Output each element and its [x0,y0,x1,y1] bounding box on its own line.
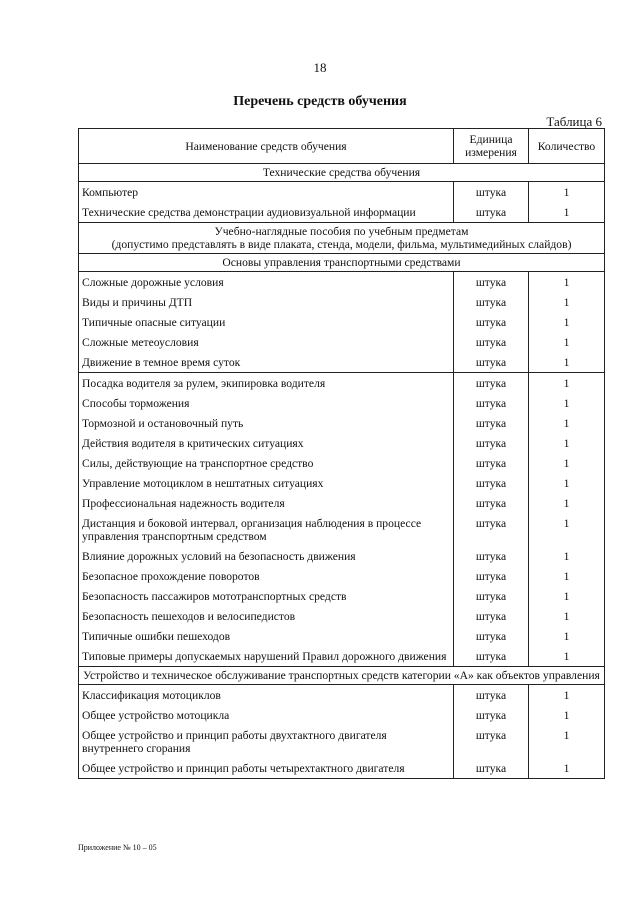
table-row [79,433,605,453]
item-name: Классификация мотоциклов [79,685,454,706]
item-unit: штука [454,725,529,758]
item-quantity: 1 [529,202,605,223]
table-row [79,758,605,779]
section-header [79,164,605,182]
item-quantity: 1 [529,312,605,332]
section-title: Технические средства обучения [79,164,605,182]
table-row [79,685,605,706]
item-quantity: 1 [529,373,605,394]
means-of-training-table [78,128,605,779]
item-name: Общее устройство мотоцикла [79,705,454,725]
item-unit: штука [454,513,529,546]
item-unit: штука [454,758,529,779]
item-quantity: 1 [529,433,605,453]
table-row [79,352,605,373]
table-row [79,453,605,473]
header-name: Наименование средств обучения [79,129,454,164]
item-name: Безопасное прохождение поворотов [79,566,454,586]
item-unit: штука [454,685,529,706]
item-unit: штука [454,413,529,433]
item-unit: штука [454,546,529,566]
item-name: Силы, действующие на транспортное средство [79,453,454,473]
row-group [79,182,605,223]
item-name: Типовые примеры допускаемых нарушений Правил дорожного движения [79,646,454,667]
item-unit: штука [454,312,529,332]
item-quantity: 1 [529,586,605,606]
table-row [79,332,605,352]
item-name: Движение в темное время суток [79,352,454,373]
item-name: Посадка водителя за рулем, экипировка водителя [79,373,454,394]
item-unit: штука [454,453,529,473]
item-name: Сложные дорожные условия [79,272,454,293]
header-qty: Количество [529,129,605,164]
table-row [79,606,605,626]
row-group [79,272,605,373]
item-quantity: 1 [529,705,605,725]
row-group [79,373,605,667]
table-row [79,182,605,203]
table-row [79,393,605,413]
item-quantity: 1 [529,606,605,626]
item-quantity: 1 [529,332,605,352]
item-name: Безопасность пешеходов и велосипедистов [79,606,454,626]
document-title: Перечень средств обучения [233,94,407,109]
item-quantity: 1 [529,393,605,413]
item-name: Типичные ошибки пешеходов [79,626,454,646]
item-name: Влияние дорожных условий на безопасность движения [79,546,454,566]
table-row [79,513,605,546]
item-name: Технические средства демонстрации аудиовизуальной информации [79,202,454,223]
item-quantity: 1 [529,413,605,433]
item-name: Компьютер [79,182,454,203]
item-name: Виды и причины ДТП [79,292,454,312]
row-group [79,685,605,779]
section-title: Учебно-наглядные пособия по учебным предметам (допустимо представлять в виде плаката, стенда, модели, фильма, мультимедийных слайдов) [79,223,605,254]
table-row [79,566,605,586]
section-title: Устройство и техническое обслуживание транспортных средств категории «А» как объектов управления [79,667,605,685]
item-unit: штука [454,606,529,626]
item-unit: штука [454,373,529,394]
item-unit: штука [454,646,529,667]
item-name: Дистанция и боковой интервал, организация наблюдения в процессе управления транспортным средством [79,513,454,546]
means-of-training-table-container [78,128,604,779]
item-quantity: 1 [529,626,605,646]
section-header [79,223,605,254]
table-row [79,413,605,433]
section-header-row [79,667,605,685]
page-number: 18 [313,60,327,75]
item-quantity: 1 [529,566,605,586]
footer-note: Приложение № 10 – 05 [78,843,157,852]
table-row [79,202,605,223]
table-row [79,493,605,513]
section-header [79,667,605,685]
table-row [79,473,605,493]
item-name: Тормозной и остановочный путь [79,413,454,433]
item-name: Профессиональная надежность водителя [79,493,454,513]
item-quantity: 1 [529,453,605,473]
section-header-row [79,164,605,182]
section-header [79,254,605,272]
item-unit: штука [454,292,529,312]
item-quantity: 1 [529,513,605,546]
table-row [79,312,605,332]
item-unit: штука [454,566,529,586]
section-header-row [79,223,605,254]
item-quantity: 1 [529,292,605,312]
item-unit: штука [454,493,529,513]
item-name: Общее устройство и принцип работы двухтактного двигателя внутреннего сгорания [79,725,454,758]
item-quantity: 1 [529,546,605,566]
item-name: Способы торможения [79,393,454,413]
item-name: Сложные метеоусловия [79,332,454,352]
table-row [79,725,605,758]
item-unit: штука [454,705,529,725]
header-unit: Единица измерения [454,129,529,164]
item-name: Типичные опасные ситуации [79,312,454,332]
item-quantity: 1 [529,685,605,706]
item-quantity: 1 [529,352,605,373]
table-row [79,546,605,566]
table-row [79,272,605,293]
table-row [79,373,605,394]
table-row [79,586,605,606]
section-title: Основы управления транспортными средствами [79,254,605,272]
item-unit: штука [454,626,529,646]
item-unit: штука [454,352,529,373]
item-quantity: 1 [529,758,605,779]
item-unit: штука [454,202,529,223]
table-row [79,292,605,312]
item-unit: штука [454,473,529,493]
item-unit: штука [454,393,529,413]
table-label: Таблица 6 [546,114,602,129]
table-row [79,646,605,667]
item-name: Безопасность пассажиров мототранспортных средств [79,586,454,606]
table-row [79,705,605,725]
item-quantity: 1 [529,182,605,203]
table-header-row [79,129,605,164]
item-name: Действия водителя в критических ситуациях [79,433,454,453]
item-quantity: 1 [529,272,605,293]
item-unit: штука [454,182,529,203]
item-unit: штука [454,586,529,606]
item-quantity: 1 [529,646,605,667]
item-name: Управление мотоциклом в нештатных ситуациях [79,473,454,493]
item-unit: штука [454,272,529,293]
item-quantity: 1 [529,473,605,493]
table-row [79,626,605,646]
item-unit: штука [454,433,529,453]
section-header-row [79,254,605,272]
item-unit: штука [454,332,529,352]
item-quantity: 1 [529,493,605,513]
item-name: Общее устройство и принцип работы четырехтактного двигателя [79,758,454,779]
item-quantity: 1 [529,725,605,758]
